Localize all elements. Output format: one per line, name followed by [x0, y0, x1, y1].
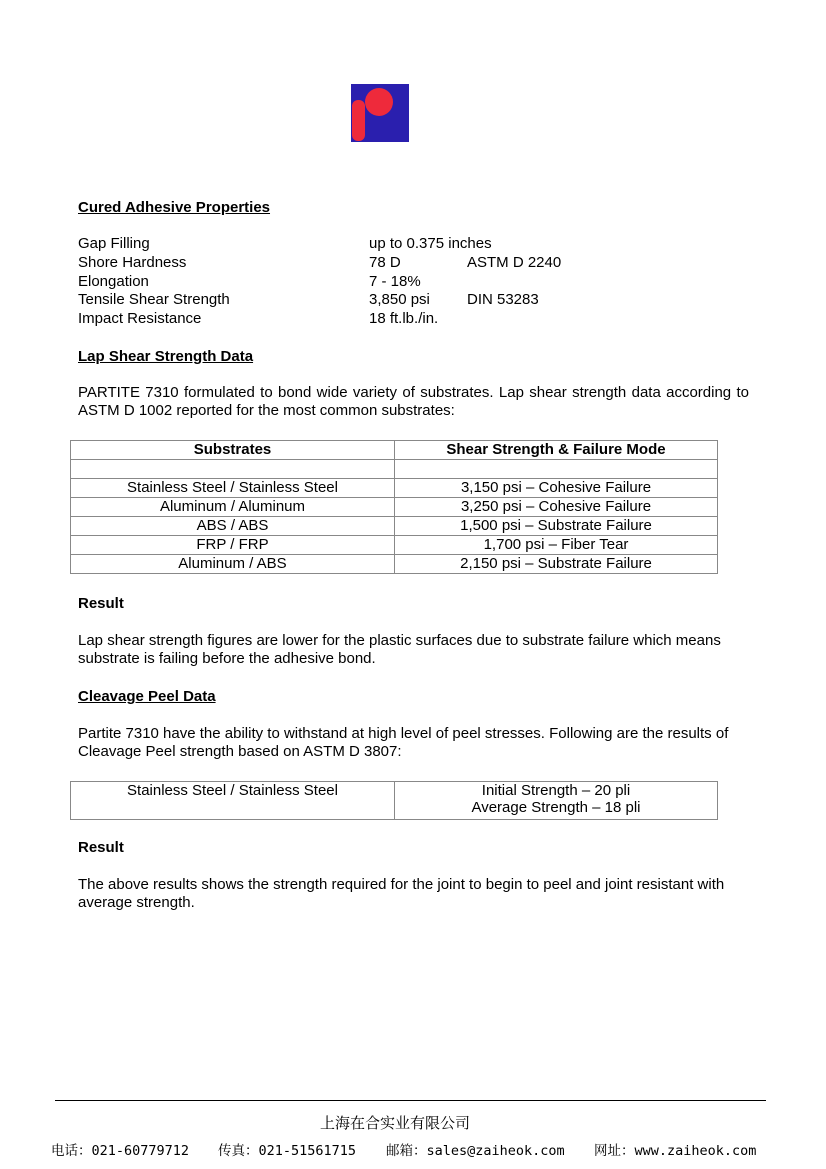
property-value: up to 0.375 inches [369, 235, 492, 252]
footer-fax: 传真：021-51561715 [218, 1143, 357, 1159]
property-value: 3,850 psi [369, 291, 430, 308]
cleavage-peel-table [70, 781, 718, 820]
lap-shear-intro: PARTITE 7310 formulated to bond wide variety of substrates. Lap shear strength data according to ASTM D 1002 reported for the most common substrates: [78, 384, 749, 419]
table-row [71, 555, 718, 574]
footer-email: 邮箱：sales@zaiheok.com [386, 1143, 565, 1159]
table-row [71, 479, 718, 498]
logo-red-bar [352, 100, 365, 141]
footer-divider [55, 1100, 766, 1101]
substrate-cell: ABS / ABS [71, 517, 395, 536]
table-cell-empty [395, 460, 718, 479]
substrate-cell: FRP / FRP [71, 536, 395, 555]
cured-properties-heading: Cured Adhesive Properties [78, 199, 271, 216]
substrate-cell: Aluminum / ABS [71, 555, 395, 574]
property-name: Tensile Shear Strength [78, 291, 230, 308]
property-value: 18 ft.lb./in. [369, 310, 439, 327]
property-test-method: DIN 53283 [467, 291, 539, 308]
strength-cell: 1,500 psi – Substrate Failure [395, 517, 718, 536]
peel-result-text: The above results shows the strength required for the joint to begin to peel and joint resistant with average strength. [78, 876, 725, 911]
table-row [71, 536, 718, 555]
property-name: Gap Filling [78, 235, 150, 252]
company-logo [351, 84, 409, 142]
footer-phone: 电话：021-60779712 [51, 1143, 190, 1159]
property-test-method: ASTM D 2240 [467, 254, 562, 271]
property-name: Elongation [78, 273, 149, 290]
table-row-empty [71, 460, 718, 479]
table-cell-empty [71, 460, 395, 479]
property-value: 7 - 18% [369, 273, 421, 290]
substrate-cell: Stainless Steel / Stainless Steel [71, 782, 395, 820]
substrate-cell: Aluminum / Aluminum [71, 498, 395, 517]
substrate-cell: Stainless Steel / Stainless Steel [71, 479, 395, 498]
lap-shear-heading: Lap Shear Strength Data [78, 348, 254, 365]
strength-cell: 3,250 psi – Cohesive Failure [395, 498, 718, 517]
initial-strength: Initial Strength – 20 pli [481, 782, 631, 799]
footer-contacts [51, 1139, 756, 1159]
property-value: 78 D [369, 254, 401, 271]
strength-cell [395, 782, 718, 820]
footer-company-name: 上海在合实业有限公司 [319, 1114, 470, 1132]
cleavage-peel-heading: Cleavage Peel Data [78, 688, 216, 705]
property-name: Impact Resistance [78, 310, 202, 327]
strength-cell: 3,150 psi – Cohesive Failure [395, 479, 718, 498]
lap-shear-table [70, 440, 718, 574]
strength-cell: 2,150 psi – Substrate Failure [395, 555, 718, 574]
column-header-substrates: Substrates [71, 441, 395, 460]
table-row [71, 782, 718, 820]
lap-result-label: Result [78, 595, 124, 612]
strength-cell: 1,700 psi – Fiber Tear [395, 536, 718, 555]
lap-result-text: Lap shear strength figures are lower for the plastic surfaces due to substrate failure which means substrate is failing before the adhesive bond. [78, 632, 721, 667]
logo-red-dot [365, 88, 393, 116]
cleavage-peel-intro: Partite 7310 have the ability to withstand at high level of peel stresses. Following are the results of Cleavage Peel strength based on ASTM D 3807: [78, 725, 729, 760]
peel-result-label: Result [78, 839, 124, 856]
average-strength: Average Strength – 18 pli [471, 799, 641, 816]
table-row [71, 498, 718, 517]
property-name: Shore Hardness [78, 254, 187, 271]
column-header-shear-strength: Shear Strength & Failure Mode [395, 441, 718, 460]
footer-website: 网址：www.zaiheok.com [594, 1143, 757, 1159]
table-row [71, 517, 718, 536]
table-header-row [71, 441, 718, 460]
